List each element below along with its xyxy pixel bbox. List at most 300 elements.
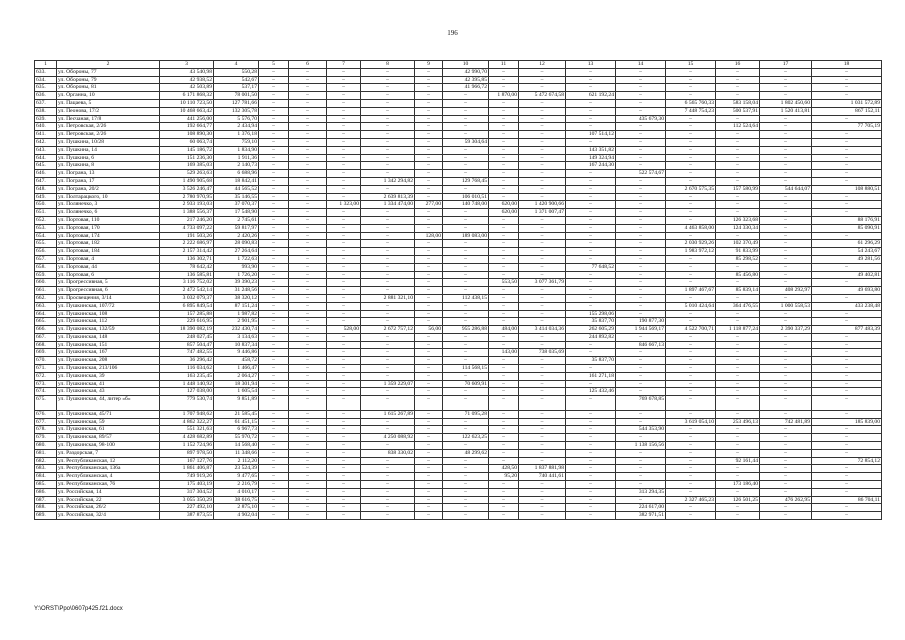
row-number-cell: 671. — [35, 365, 57, 373]
empty-value-cell: – — [259, 271, 289, 279]
empty-value-cell: – — [361, 255, 415, 263]
empty-value-cell: – — [327, 138, 361, 146]
empty-value-cell: – — [415, 341, 443, 349]
row-number-cell: 687. — [35, 496, 57, 504]
empty-value-cell: – — [415, 240, 443, 248]
empty-value-cell: – — [519, 216, 566, 224]
empty-value-cell: – — [566, 216, 616, 224]
amount-cell: 106 010,51 — [443, 193, 489, 201]
empty-value-cell: – — [566, 193, 616, 201]
empty-value-cell: – — [666, 123, 716, 131]
amount-cell: 126 323,68 — [716, 216, 760, 224]
table-row — [35, 162, 882, 170]
amount-cell: 877 483,39 — [812, 326, 882, 334]
amount-cell: 59 817,97 — [214, 224, 259, 232]
empty-value-cell: – — [616, 201, 666, 209]
empty-value-cell: – — [616, 248, 666, 256]
empty-value-cell: – — [519, 302, 566, 310]
empty-value-cell: – — [415, 388, 443, 396]
empty-value-cell: – — [361, 224, 415, 232]
amount-cell: 9 477,65 — [214, 473, 259, 481]
empty-value-cell: – — [519, 76, 566, 84]
empty-value-cell: – — [489, 457, 519, 465]
empty-value-cell: – — [666, 449, 716, 457]
amount-cell: 542,67 — [214, 76, 259, 84]
amount-cell: 4 522 700,71 — [666, 326, 716, 334]
empty-value-cell: – — [666, 154, 716, 162]
amount-cell: 544 353,90 — [616, 426, 666, 434]
empty-value-cell: – — [415, 68, 443, 76]
row-number-cell: 667. — [35, 333, 57, 341]
amount-cell: 70 609,91 — [443, 380, 489, 388]
amount-cell: 2 030 929,26 — [666, 240, 716, 248]
empty-value-cell: – — [361, 372, 415, 380]
amount-cell: 1 138 156,56 — [616, 442, 666, 450]
row-number-cell: 650. — [35, 201, 57, 209]
empty-value-cell: – — [812, 473, 882, 481]
empty-value-cell: – — [443, 418, 489, 426]
empty-value-cell: – — [443, 123, 489, 131]
empty-value-cell: – — [716, 115, 760, 123]
amount-cell: 1 376,18 — [214, 131, 259, 139]
empty-value-cell: – — [443, 310, 489, 318]
amount-cell: 167 244,30 — [566, 162, 616, 170]
empty-value-cell: – — [489, 488, 519, 496]
amount-cell: 1 861 406,87 — [160, 465, 214, 473]
empty-value-cell: – — [289, 465, 327, 473]
amount-cell: 1 726,20 — [214, 271, 259, 279]
empty-value-cell: – — [327, 418, 361, 426]
amount-cell: 857 504,47 — [160, 341, 214, 349]
column-number-header: 4 — [214, 61, 259, 69]
empty-value-cell: – — [666, 488, 716, 496]
amount-cell: 529 263,63 — [160, 170, 214, 178]
row-number-cell: 645. — [35, 162, 57, 170]
empty-value-cell: – — [760, 457, 812, 465]
empty-value-cell: – — [259, 138, 289, 146]
empty-value-cell: – — [489, 68, 519, 76]
table-row — [35, 326, 882, 334]
empty-value-cell: – — [489, 512, 519, 520]
empty-value-cell: – — [289, 426, 327, 434]
amount-cell: 620,00 — [489, 201, 519, 209]
empty-value-cell: – — [259, 349, 289, 357]
row-number-cell: 636. — [35, 92, 57, 100]
empty-value-cell: – — [289, 333, 327, 341]
amount-cell: 2 780 970,95 — [160, 193, 214, 201]
row-number-cell: 634. — [35, 76, 57, 84]
amount-cell: 749 919,26 — [160, 473, 214, 481]
table-row — [35, 154, 882, 162]
amount-cell: 42 395,85 — [443, 76, 489, 84]
empty-value-cell: – — [616, 209, 666, 217]
empty-value-cell: – — [566, 442, 616, 450]
amount-cell: 151 236,30 — [160, 154, 214, 162]
table-row — [35, 177, 882, 185]
empty-value-cell: – — [289, 232, 327, 240]
empty-value-cell: – — [489, 481, 519, 489]
table-row — [35, 488, 882, 496]
empty-value-cell: – — [760, 92, 812, 100]
amount-cell: 122 623,25 — [443, 434, 489, 442]
empty-value-cell: – — [519, 333, 566, 341]
empty-value-cell: – — [361, 216, 415, 224]
table-body — [35, 68, 882, 519]
empty-value-cell: – — [361, 496, 415, 504]
address-cell: ул. Пушкинская, 89/57 — [57, 434, 160, 442]
empty-value-cell: – — [760, 473, 812, 481]
empty-value-cell: – — [519, 442, 566, 450]
empty-value-cell: – — [289, 99, 327, 107]
amount-cell: 553,50 — [489, 279, 519, 287]
amount-cell: 155 298,06 — [566, 310, 616, 318]
empty-value-cell: – — [259, 170, 289, 178]
address-cell: ул. Пушкинская, 43 — [57, 388, 160, 396]
empty-value-cell: – — [289, 365, 327, 373]
empty-value-cell: – — [259, 341, 289, 349]
empty-value-cell: – — [666, 372, 716, 380]
empty-value-cell: – — [327, 279, 361, 287]
empty-value-cell: – — [760, 504, 812, 512]
empty-value-cell: – — [812, 201, 882, 209]
amount-cell: 387 873,55 — [160, 512, 214, 520]
empty-value-cell: – — [327, 115, 361, 123]
empty-value-cell: – — [616, 99, 666, 107]
amount-cell: 738 035,69 — [519, 349, 566, 357]
empty-value-cell: – — [812, 279, 882, 287]
empty-value-cell: – — [259, 473, 289, 481]
empty-value-cell: – — [415, 357, 443, 365]
empty-value-cell: – — [716, 279, 760, 287]
empty-value-cell: – — [489, 154, 519, 162]
empty-value-cell: – — [616, 465, 666, 473]
empty-value-cell: – — [616, 357, 666, 365]
empty-value-cell: – — [327, 434, 361, 442]
empty-value-cell: – — [489, 84, 519, 92]
column-number-header: 8 — [361, 61, 415, 69]
empty-value-cell: – — [259, 201, 289, 209]
empty-value-cell: – — [666, 481, 716, 489]
empty-value-cell: – — [259, 294, 289, 302]
amount-cell: 217 246,20 — [160, 216, 214, 224]
amount-cell: 78 001,50 — [214, 92, 259, 100]
address-cell: ул. Республиканская, 76 — [57, 481, 160, 489]
empty-value-cell: – — [415, 84, 443, 92]
address-cell: ул. Портовая, 6 — [57, 271, 160, 279]
row-number-cell: 663. — [35, 302, 57, 310]
empty-value-cell: – — [666, 216, 716, 224]
empty-value-cell: – — [616, 349, 666, 357]
empty-value-cell: – — [760, 481, 812, 489]
empty-value-cell: – — [327, 99, 361, 107]
amount-cell: 3 116 752,02 — [160, 279, 214, 287]
empty-value-cell: – — [616, 224, 666, 232]
amount-cell: 4 862 322,27 — [160, 418, 214, 426]
empty-value-cell: – — [361, 240, 415, 248]
empty-value-cell: – — [489, 418, 519, 426]
empty-value-cell: – — [361, 388, 415, 396]
empty-value-cell: – — [289, 224, 327, 232]
empty-value-cell: – — [443, 255, 489, 263]
empty-value-cell: – — [289, 341, 327, 349]
empty-value-cell: – — [519, 410, 566, 418]
column-number-header: 12 — [519, 61, 566, 69]
empty-value-cell: – — [616, 107, 666, 115]
empty-value-cell: – — [327, 426, 361, 434]
empty-value-cell: – — [415, 318, 443, 326]
address-cell: ул. Пограна, 17 — [57, 177, 160, 185]
empty-value-cell: – — [760, 131, 812, 139]
amount-cell: 364 476,55 — [716, 302, 760, 310]
amount-cell: 6 565 760,33 — [666, 99, 716, 107]
empty-value-cell: – — [566, 449, 616, 457]
empty-value-cell: – — [289, 496, 327, 504]
empty-value-cell: – — [415, 162, 443, 170]
empty-value-cell: – — [489, 193, 519, 201]
amount-cell: 41 966,72 — [443, 84, 489, 92]
empty-value-cell: – — [616, 279, 666, 287]
address-cell: ул. Пушкинская, 44, литер «б» — [57, 396, 160, 411]
amount-cell: 87 151,24 — [214, 302, 259, 310]
empty-value-cell: – — [519, 504, 566, 512]
empty-value-cell: – — [259, 107, 289, 115]
data-table-container — [34, 60, 881, 520]
empty-value-cell: – — [812, 294, 882, 302]
empty-value-cell: – — [259, 512, 289, 520]
empty-value-cell: – — [259, 162, 289, 170]
amount-cell: 224 617,00 — [616, 504, 666, 512]
empty-value-cell: – — [259, 154, 289, 162]
amount-cell: 1 520 413,81 — [760, 107, 812, 115]
empty-value-cell: – — [666, 76, 716, 84]
empty-value-cell: – — [361, 318, 415, 326]
amount-cell: 127 781,66 — [214, 99, 259, 107]
empty-value-cell: – — [616, 216, 666, 224]
empty-value-cell: – — [812, 162, 882, 170]
empty-value-cell: – — [327, 185, 361, 193]
amount-cell: 955 286,88 — [443, 326, 489, 334]
amount-cell: 169 385,03 — [160, 162, 214, 170]
empty-value-cell: – — [666, 92, 716, 100]
address-cell: ул. Республиканская, 4 — [57, 473, 160, 481]
amount-cell: 35 837,70 — [566, 357, 616, 365]
column-number-header: 9 — [415, 61, 443, 69]
empty-value-cell: – — [289, 488, 327, 496]
row-number-cell: 672. — [35, 372, 57, 380]
amount-cell: 1 605,54 — [214, 388, 259, 396]
amount-cell: 2 933 193,03 — [160, 201, 214, 209]
amount-cell: 227 492,10 — [160, 504, 214, 512]
amount-cell: 1 837 881,98 — [519, 465, 566, 473]
empty-value-cell: – — [489, 294, 519, 302]
empty-value-cell: – — [289, 193, 327, 201]
empty-value-cell: – — [812, 92, 882, 100]
address-cell: ул. Пушкинская, 41 — [57, 380, 160, 388]
empty-value-cell: – — [519, 263, 566, 271]
table-row — [35, 209, 882, 217]
empty-value-cell: – — [519, 68, 566, 76]
amount-cell: 435 679,30 — [616, 115, 666, 123]
empty-value-cell: – — [666, 457, 716, 465]
amount-cell: 173 186,40 — [716, 481, 760, 489]
empty-value-cell: – — [259, 365, 289, 373]
empty-value-cell: – — [666, 333, 716, 341]
empty-value-cell: – — [327, 162, 361, 170]
empty-value-cell: – — [259, 84, 289, 92]
empty-value-cell: – — [616, 473, 666, 481]
empty-value-cell: – — [716, 68, 760, 76]
empty-value-cell: – — [666, 434, 716, 442]
table-row — [35, 418, 882, 426]
empty-value-cell: – — [443, 357, 489, 365]
empty-value-cell: – — [361, 170, 415, 178]
empty-value-cell: – — [519, 294, 566, 302]
empty-value-cell: – — [361, 349, 415, 357]
address-cell: ул. Пушкина, 10/28 — [57, 138, 160, 146]
empty-value-cell: – — [812, 481, 882, 489]
empty-value-cell: – — [716, 488, 760, 496]
column-number-header: 15 — [666, 61, 716, 69]
empty-value-cell: – — [666, 84, 716, 92]
empty-value-cell: – — [327, 154, 361, 162]
empty-value-cell: – — [666, 131, 716, 139]
empty-value-cell: – — [489, 365, 519, 373]
empty-value-cell: – — [489, 240, 519, 248]
empty-value-cell: – — [327, 496, 361, 504]
table-row — [35, 138, 882, 146]
empty-value-cell: – — [716, 473, 760, 481]
empty-value-cell: – — [666, 512, 716, 520]
empty-value-cell: – — [716, 333, 760, 341]
empty-value-cell: – — [259, 504, 289, 512]
address-cell: ул. Пушкинская, 61 — [57, 426, 160, 434]
empty-value-cell: – — [566, 68, 616, 76]
address-cell: ул. Пушкинская, 107/72 — [57, 302, 160, 310]
row-number-cell: 639. — [35, 115, 57, 123]
empty-value-cell: – — [361, 504, 415, 512]
address-cell: ул. Песчаная, 17/8 — [57, 115, 160, 123]
empty-value-cell: – — [327, 107, 361, 115]
empty-value-cell: – — [415, 465, 443, 473]
address-cell: ул. Российская, 14 — [57, 488, 160, 496]
empty-value-cell: – — [259, 326, 289, 334]
empty-value-cell: – — [361, 92, 415, 100]
amount-cell: 42 938,52 — [160, 76, 214, 84]
table-row — [35, 372, 882, 380]
table-row — [35, 388, 882, 396]
address-cell: ул. Российская, 22 — [57, 496, 160, 504]
column-number-header: 10 — [443, 61, 489, 69]
empty-value-cell: – — [327, 271, 361, 279]
row-number-cell: 655. — [35, 240, 57, 248]
empty-value-cell: – — [489, 263, 519, 271]
empty-value-cell: – — [327, 457, 361, 465]
amount-cell: 192 664,77 — [160, 123, 214, 131]
empty-value-cell: – — [489, 496, 519, 504]
empty-value-cell: – — [259, 115, 289, 123]
table-row — [35, 512, 882, 520]
empty-value-cell: – — [760, 123, 812, 131]
amount-cell: 1 987,82 — [214, 310, 259, 318]
empty-value-cell: – — [716, 201, 760, 209]
empty-value-cell: – — [566, 349, 616, 357]
empty-value-cell: – — [415, 107, 443, 115]
empty-value-cell: – — [566, 84, 616, 92]
empty-value-cell: – — [812, 154, 882, 162]
table-row — [35, 287, 882, 295]
empty-value-cell: – — [259, 232, 289, 240]
empty-value-cell: – — [361, 263, 415, 271]
empty-value-cell: – — [812, 333, 882, 341]
empty-value-cell: – — [716, 92, 760, 100]
address-cell: ул. Обороны, 81 — [57, 84, 160, 92]
empty-value-cell: – — [566, 224, 616, 232]
amount-cell: 59 304,64 — [443, 138, 489, 146]
column-number-header: 5 — [259, 61, 289, 69]
empty-value-cell: – — [289, 177, 327, 185]
amount-cell: 18 390 082,19 — [160, 326, 214, 334]
empty-value-cell: – — [760, 465, 812, 473]
empty-value-cell: – — [812, 193, 882, 201]
empty-value-cell: – — [666, 465, 716, 473]
address-cell: ул. Портовая, 174 — [57, 232, 160, 240]
empty-value-cell: – — [415, 76, 443, 84]
table-row — [35, 170, 882, 178]
amount-cell: 867 152,11 — [812, 107, 882, 115]
empty-value-cell: – — [361, 115, 415, 123]
empty-value-cell: – — [327, 76, 361, 84]
empty-value-cell: – — [259, 357, 289, 365]
empty-value-cell: – — [327, 177, 361, 185]
amount-cell: 136 585,81 — [160, 271, 214, 279]
empty-value-cell: – — [666, 162, 716, 170]
empty-value-cell: – — [289, 123, 327, 131]
table-row — [35, 193, 882, 201]
empty-value-cell: – — [415, 333, 443, 341]
empty-value-cell: – — [566, 185, 616, 193]
empty-value-cell: – — [259, 380, 289, 388]
table-row — [35, 380, 882, 388]
empty-value-cell: – — [327, 263, 361, 271]
amount-cell: 4 902,04 — [214, 512, 259, 520]
empty-value-cell: – — [489, 131, 519, 139]
address-cell: ул. Пушкинская, 132/59 — [57, 326, 160, 334]
row-number-cell: 670. — [35, 357, 57, 365]
row-number-cell: 647. — [35, 177, 57, 185]
empty-value-cell: – — [415, 279, 443, 287]
empty-value-cell: – — [289, 263, 327, 271]
address-cell: ул. Пушкинская, 98-100 — [57, 442, 160, 450]
empty-value-cell: – — [443, 170, 489, 178]
empty-value-cell: – — [760, 232, 812, 240]
address-cell: ул. Пушкинская, 208 — [57, 357, 160, 365]
amount-cell: 2 420,26 — [214, 232, 259, 240]
empty-value-cell: – — [812, 426, 882, 434]
amount-cell: 108 890,30 — [160, 131, 214, 139]
empty-value-cell: – — [566, 209, 616, 217]
empty-value-cell: – — [415, 473, 443, 481]
empty-value-cell: – — [616, 372, 666, 380]
empty-value-cell: – — [259, 185, 289, 193]
empty-value-cell: – — [616, 193, 666, 201]
amount-cell: 2 216,79 — [214, 481, 259, 489]
empty-value-cell: – — [812, 449, 882, 457]
empty-value-cell: – — [666, 504, 716, 512]
empty-value-cell: – — [489, 380, 519, 388]
table-row — [35, 92, 882, 100]
empty-value-cell: – — [760, 154, 812, 162]
empty-value-cell: – — [443, 496, 489, 504]
